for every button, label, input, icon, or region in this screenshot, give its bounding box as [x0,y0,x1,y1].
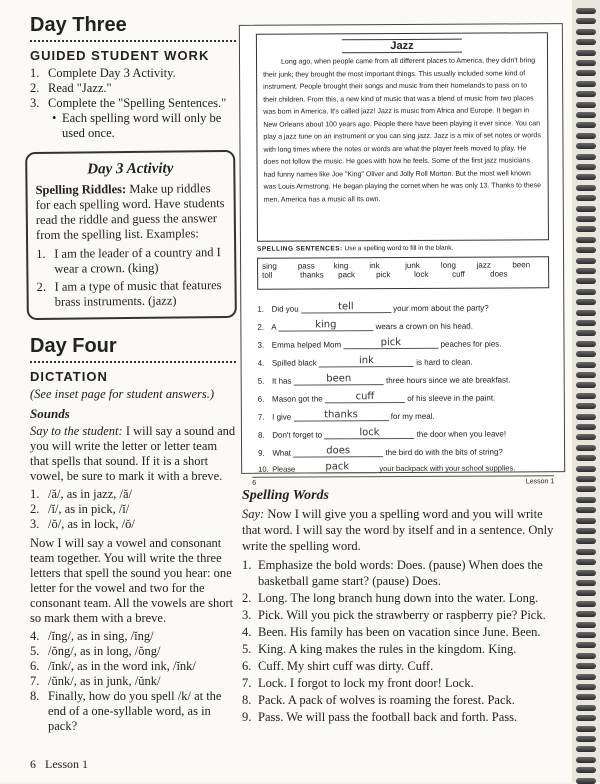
activity-examples [36,245,227,310]
spiral-coil [576,122,596,128]
answer-blank: been [294,373,384,385]
spiral-coil [576,81,596,87]
spiral-coil [576,486,596,492]
list-item: 1. I am the leader of a country and I wear a crown. (king) [36,245,221,276]
spiral-coil [576,507,596,513]
spiral-coil [576,559,596,565]
spiral-coil [576,70,596,76]
spiral-coil [576,476,596,482]
spiral-coil [576,60,596,66]
answer-blank: does [293,445,383,457]
passage-text: Long ago, when people came from all different places to America, they didn't bring their junk; they brought the most important things. This usually included some kind of instrument. People brought their songs and music from their homelands to pass on to their children. From this, a new kind of music that was a blend of music from two places was born in America. It's called jazz! Jazz is music from Africa and Europe. It began in New Orleans about 100 years ago. People there have been playing it ever since. You can play a jazz tune on an instrument or you can sing jazz. Jazz is a mix of set notes or words with long times where the notes or words are what the player feels moved to play. He does not follow the music. He goes with how he feels. Some of the first jazz musicians had funny names like Joe "King" Oliver and Jolly Roll Morton. But the most well known was Louis Armstrong. He began playing the cornet when he was only 13. Thanks to these men, America has a music all its own. [263,57,542,204]
spiral-coil [576,632,596,638]
spiral-coil [576,310,596,316]
word-bank [257,256,549,290]
spiral-coil [576,237,596,243]
spiral-coil [576,653,596,659]
sentence-row: 2. A king wears a crown on his head. [257,319,473,332]
page-footer: 6 Lesson 1 [30,757,88,771]
spiral-coil [576,497,596,503]
spiral-coil [576,778,596,784]
list-item: 8. Pack. A pack of wolves is roaming the forest. Pack. [242,693,515,707]
list-item: 3. Complete the "Spelling Sentences." [30,96,227,110]
spelling-words-list [242,557,564,725]
spiral-coil [576,445,596,451]
list-item: 2. Long. The long branch hung down into the water. Long. [242,591,539,605]
spiral-coil [576,8,596,14]
list-item: 6. /ĭnk/, as in the word ink, /ĭnk/ [30,659,196,673]
jazz-passage-box [256,32,549,242]
spiral-coil [576,601,596,607]
list-item: 5. /ŏng/, as in long, /ŏng/ [30,644,161,658]
spiral-coil [576,611,596,617]
passage-title: Jazz [342,39,462,54]
spiral-coil [576,362,596,368]
sentence-row: 1. Did you tell your mom about the party? [257,301,489,314]
spiral-coil [576,185,596,191]
spiral-coil [576,746,596,752]
spiral-coil [576,642,596,648]
guided-work-heading: GUIDED STUDENT WORK [30,48,210,63]
spiral-binding [572,0,600,782]
sentence-row: 4. Spilled black ink is hard to clean. [257,355,473,368]
sounds-heading: Sounds [30,406,70,421]
spiral-coil [576,767,596,773]
list-item: 3. Pick. Will you pick the strawberry or raspberry pie? Pick. [242,608,546,622]
sentence-row: 6. Mason got the cuff of his sleeve in the paint. [257,391,496,404]
spiral-coil [576,663,596,669]
spiral-coil [576,50,596,56]
spiral-coil [576,112,596,118]
spiral-coil [576,278,596,284]
spiral-coil [576,757,596,763]
sentence-row: 7. I give thanks for my meal. [257,409,435,422]
spelling-words-section [242,488,564,726]
spiral-coil [576,372,596,378]
team-intro: Now I will say a vowel and consonant team together. You will write the three letters that spell the sound you hear: one letter for the vowel and two for the consonant team. All the vowels are short so mark them with a breve. [30,536,234,625]
sentence-row: 9. What does the bird do with the bits of string? [258,445,503,458]
list-item: 7. Lock. I forgot to lock my front door! Lock. [242,676,474,690]
list-item: 8. Finally, how do you spell /k/ at the end of a one-syllable word, as in pack? [30,689,222,733]
spiral-coil [576,18,596,24]
sounds-intro: Say to the student: I will say a sound and you will write the letter or letter team that spells that sound. If it is a short vowel, be sure to mark it with a breve. [30,424,236,483]
spiral-coil [576,247,596,253]
list-item: 7. /ŭnk/, as in junk, /ŭnk/ [30,674,161,688]
word-bank-row: sing pass king ink junk long jazz been [262,260,531,271]
spiral-coil [576,216,596,222]
activity-box [25,150,237,320]
list-item: 1. Complete Day 3 Activity. [30,66,176,80]
spiral-coil [576,320,596,326]
spiral-coil [576,39,596,45]
spiral-coil [576,715,596,721]
spiral-coil [576,590,596,596]
answer-blank: lock [324,427,414,439]
spiral-coil [576,528,596,534]
spiral-coil [576,226,596,232]
sentence-row: 5. It has been three hours since we ate breakfast. [257,373,511,386]
spiral-coil [576,351,596,357]
list-item: 2. /ĭ/, as in pick, /ĭ/ [30,502,130,516]
dictation-heading: DICTATION [30,369,108,384]
bullet-icon: • [52,111,57,125]
spiral-coil [576,102,596,108]
inset-footer: 6 Lesson 1 [252,475,554,487]
list-item: 5. King. A king makes the rules in the kingdom. King. [242,642,517,656]
sentence-row: 10. Please pack your backpack with your school supplies. [258,461,516,474]
day-four-title: Day Four [30,335,117,357]
spiral-coil [576,143,596,149]
answer-blank: thanks [293,409,388,421]
list-item: 4. /ĭng/, as in sing, /ĭng/ [30,629,154,643]
spelling-words-intro: Say: Now I will give you a spelling word and you will write that word. I will say the word by itself and in a sentence. Only write the spelling word. [242,507,554,553]
spiral-coil [576,466,596,472]
spiral-coil [576,705,596,711]
spiral-coil [576,133,596,139]
team-list [30,629,236,734]
activity-text: Spelling Riddles: Make up riddles for each spelling word. Have students read the riddle and guess the answer from the spelling list. Examples: [35,181,225,242]
list-item: 1. Emphasize the bold words: Does. (pause) When does the basketball game start? (pause) Does. [242,558,543,588]
guided-list [30,66,236,111]
guided-bullet: • Each spelling word will only be used once. [52,111,222,140]
spiral-coil [576,434,596,440]
list-item: 9. Pass. We will pass the football back and forth. Pass. [242,710,518,724]
answer-blank: pick [343,337,438,349]
spiral-coil [576,455,596,461]
list-item: 6. Cuff. My shirt cuff was dirty. Cuff. [242,659,434,673]
spiral-coil [576,414,596,420]
answer-blank: tell [301,301,391,313]
spiral-coil [576,341,596,347]
spiral-coil [576,91,596,97]
word-bank-row: toll thanks pack pick lock cuff does [262,269,508,280]
spiral-coil [576,154,596,160]
spiral-coil [576,195,596,201]
spiral-coil [576,268,596,274]
spelling-words-heading: Spelling Words [242,488,330,503]
spiral-coil [576,518,596,524]
spiral-coil [576,206,596,212]
list-item: 4. Been. His family has been on vacation since June. Been. [242,625,541,639]
inset-student-page [239,23,565,487]
answer-blank: ink [319,355,414,367]
spiral-coil [576,736,596,742]
left-column [30,14,236,734]
dictation-note: (See inset page for student answers.) [30,387,215,401]
spiral-coil [576,580,596,586]
spiral-coil [576,424,596,430]
spiral-coil [576,549,596,555]
spiral-coil [576,684,596,690]
sounds-list [30,487,236,532]
answer-blank: pack [297,461,377,473]
spiral-coil [576,330,596,336]
list-item: 3. /ŏ/, as in lock, /ŏ/ [30,517,135,531]
spiral-coil [576,393,596,399]
spiral-coil [576,29,596,35]
sentence-row: 8. Don't forget to lock the door when you leave! [257,427,507,440]
spiral-coil [576,289,596,295]
spiral-coil [576,299,596,305]
spiral-coil [576,403,596,409]
dotted-divider [30,361,236,363]
dotted-divider [30,40,236,42]
spiral-coil [576,726,596,732]
spiral-coil [576,164,596,170]
spiral-coil [576,382,596,388]
list-item: 2. I am a type of music that features brass instruments. (jazz) [36,278,222,309]
spiral-coil [576,258,596,264]
spiral-coil [576,694,596,700]
spiral-coil [576,174,596,180]
list-item: 1. /ă/, as in jazz, /ă/ [30,487,132,501]
sentences-heading: SPELLING SENTENCES: Use a spelling word to fill in the blank. [256,244,454,253]
activity-title: Day 3 Activity [87,160,174,178]
answer-blank: cuff [325,391,405,403]
spiral-coil [576,674,596,680]
list-item: 2. Read "Jazz." [30,81,112,95]
sentence-row: 3. Emma helped Mom pick peaches for pies. [257,337,502,350]
answer-blank: king [278,319,373,331]
spiral-coil [576,538,596,544]
spiral-coil [576,622,596,628]
day-three-title: Day Three [30,14,127,36]
spiral-coil [576,570,596,576]
